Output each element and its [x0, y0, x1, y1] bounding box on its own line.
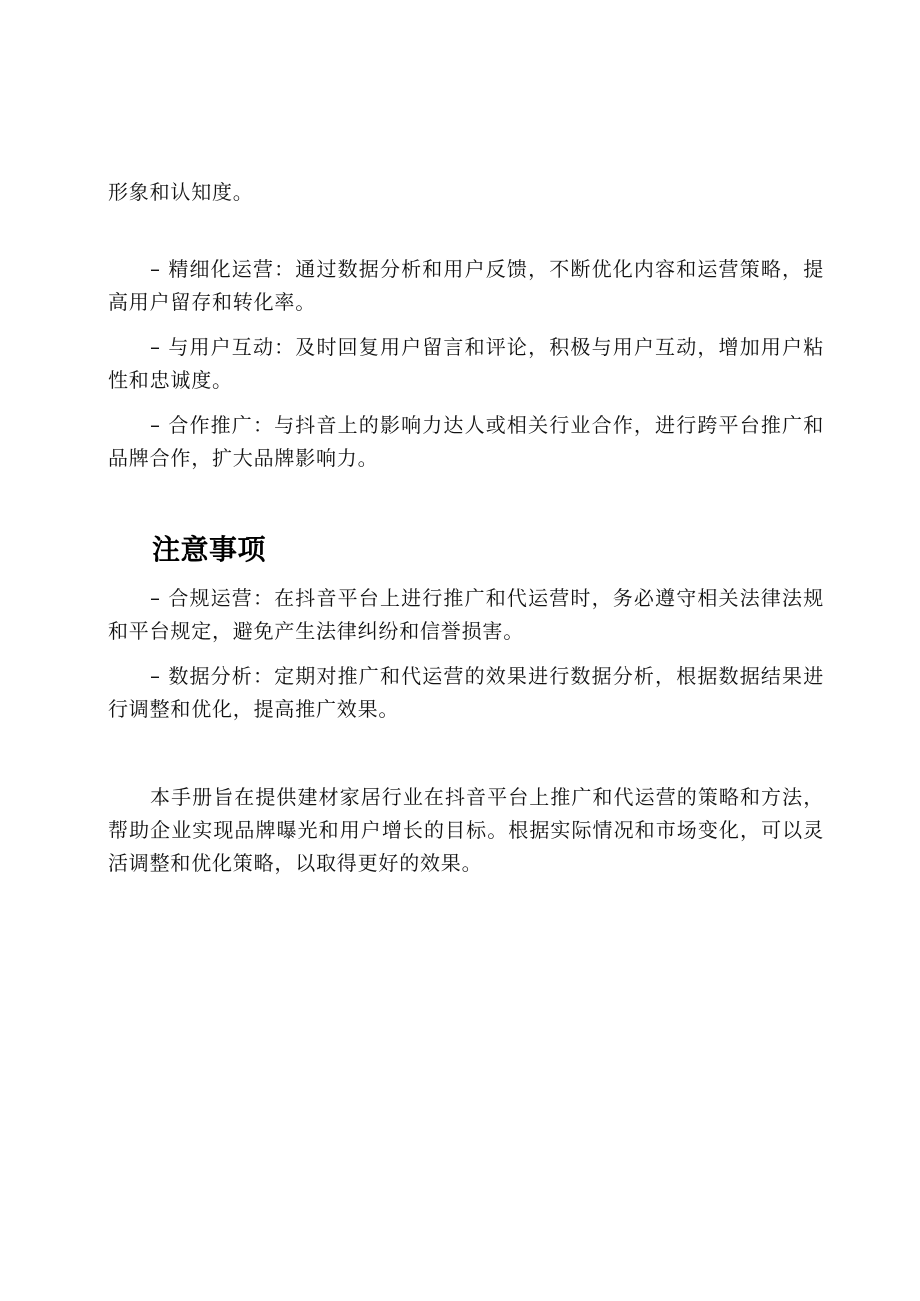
- strategy-item-refined-operation: – 精细化运营：通过数据分析和用户反馈，不断优化内容和运营策略，提高用户留存和转化率。: [108, 257, 824, 314]
- strategy-item-cooperative-promotion: – 合作推广：与抖音上的影响力达人或相关行业合作，进行跨平台推广和品牌合作，扩大品牌影响力。: [108, 413, 824, 470]
- strategy-item-user-interaction: – 与用户互动：及时回复用户留言和评论，积极与用户互动，增加用户粘性和忠诚度。: [108, 335, 824, 392]
- page-content: [108, 176, 824, 880]
- note-item-compliance: – 合规运营：在抖音平台上进行推广和代运营时，务必遵守相关法律法规和平台规定，避免产生法律纠纷和信誉损害。: [108, 586, 824, 643]
- notes-heading: 注意事项: [152, 533, 267, 566]
- note-item-data-analysis: – 数据分析：定期对推广和代运营的效果进行数据分析，根据数据结果进行调整和优化，提高推广效果。: [108, 664, 824, 721]
- intro-fragment: 形象和认知度。: [108, 180, 254, 204]
- conclusion-paragraph: 本手册旨在提供建材家居行业在抖音平台上推广和代运营的策略和方法，帮助企业实现品牌曝光和用户增长的目标。根据实际情况和市场变化，可以灵活调整和优化策略，以取得更好的效果。: [108, 785, 824, 875]
